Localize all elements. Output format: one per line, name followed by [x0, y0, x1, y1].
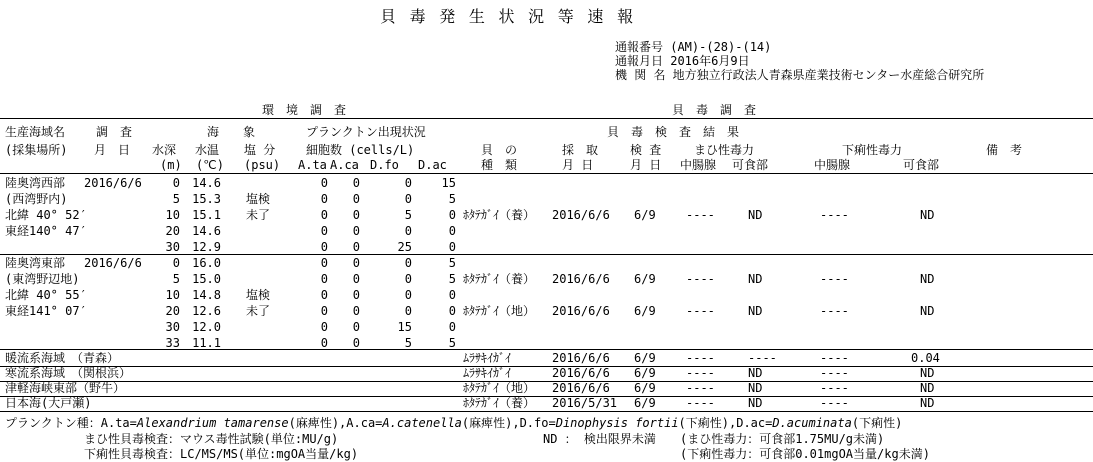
east-aca-cell: 0	[352, 256, 360, 270]
other-shell: ﾎﾀﾃｶﾞｲ（地）	[463, 381, 536, 395]
east-salinity-1: 塩検	[246, 288, 271, 302]
header-inspect: 検 査	[630, 143, 662, 157]
east-area: 陸奥湾東部	[5, 256, 66, 270]
other-dsp-gland: ----	[820, 381, 849, 395]
note-dfo-type: (下痢性),D.ac=	[678, 416, 773, 430]
east-temp-cell: 12.0	[192, 320, 221, 334]
east-dac-cell: 0	[448, 320, 456, 334]
other-shell: ﾑﾗｻｷｲｶﾞｲ	[463, 366, 512, 380]
east-ata-cell: 0	[320, 256, 328, 270]
header-shell: 貝 の	[481, 143, 518, 157]
header-sp-dfo: D.fo	[370, 158, 399, 172]
header-dsp-gland: 中腸腺	[814, 158, 851, 172]
east-dac-cell: 0	[448, 288, 456, 302]
west-dfo-cell: 0	[404, 176, 412, 190]
west-shell: ﾎﾀﾃｶﾞｲ（養）	[463, 208, 536, 222]
west-depth-cell: 5	[172, 192, 180, 206]
other-area: 暖流系海域 （青森）	[5, 351, 120, 365]
header-area: 生産海域名	[5, 125, 66, 139]
header-env: 環 境 調 査	[262, 103, 347, 117]
other-inspect: 6/9	[634, 366, 656, 380]
east-psp-edible-1: ND	[748, 272, 763, 286]
west-area: 陸奥湾西部	[5, 176, 66, 190]
east-temp-cell: 15.0	[192, 272, 221, 286]
west-depth-cell: 0	[172, 176, 180, 190]
west-depth-cell: 20	[165, 224, 180, 238]
header-plankton: プランクトン出現状況	[306, 125, 426, 139]
rule-top	[0, 118, 1093, 119]
west-ata-cell: 0	[320, 176, 328, 190]
west-site: (西湾野内)	[5, 192, 68, 206]
other-area: 日本海(大戸瀬)	[5, 396, 92, 410]
header-temp-unit: (℃)	[196, 158, 224, 172]
other-psp-gland: ----	[686, 381, 715, 395]
header-results: 貝 毒 検 査 結 果	[607, 125, 740, 139]
east-depth-cell: 33	[165, 336, 180, 350]
header-collect: 採 取	[562, 143, 599, 157]
east-aca-cell: 0	[352, 288, 360, 302]
other-psp-edible: ND	[748, 366, 763, 380]
west-dsp-gland: ----	[820, 208, 849, 222]
other-area: 寒流系海域 （関根浜）	[5, 366, 132, 380]
west-aca-cell: 0	[352, 240, 360, 254]
east-aca-cell: 0	[352, 320, 360, 334]
east-dfo-cell: 0	[404, 256, 412, 270]
west-salinity-2: 未了	[246, 208, 271, 222]
east-shell-1: ﾎﾀﾃｶﾞｲ（養）	[463, 272, 536, 286]
other-psp-gland: ----	[686, 351, 715, 365]
header-inspect-2: 月 日	[630, 158, 662, 172]
east-depth-cell: 20	[165, 304, 180, 318]
other-inspect: 6/9	[634, 351, 656, 365]
east-depth-cell: 10	[165, 288, 180, 302]
east-lat: 北緯 40° 55′	[5, 288, 87, 302]
west-lat: 北緯 40° 52′	[5, 208, 87, 222]
east-dfo-cell: 0	[404, 272, 412, 286]
other-dsp-gland: ----	[820, 366, 849, 380]
other-dsp-edible: ND	[920, 366, 935, 380]
east-salinity-2: 未了	[246, 304, 271, 318]
header-depth-unit: (m)	[160, 158, 182, 172]
west-aca-cell: 0	[352, 192, 360, 206]
east-aca-cell: 0	[352, 272, 360, 286]
other-collect: 2016/6/6	[552, 366, 610, 380]
note-dac-type: (下痢性)	[851, 416, 903, 430]
east-dsp-edible-1: ND	[920, 272, 935, 286]
east-aca-cell: 0	[352, 304, 360, 318]
east-inspect-1: 6/9	[634, 272, 656, 286]
west-dac-cell: 0	[448, 208, 456, 222]
note-ata-name: Alexandrium tamarense	[136, 416, 289, 430]
header-survey-md: 月 日	[94, 143, 131, 157]
west-psp-edible: ND	[748, 208, 763, 222]
rule-east-bottom	[0, 349, 1093, 350]
east-aca-cell: 0	[352, 336, 360, 350]
note-plankton	[5, 416, 902, 430]
rule-other-row	[0, 411, 1093, 412]
east-temp-cell: 12.6	[192, 304, 221, 318]
west-dfo-cell: 0	[404, 192, 412, 206]
west-lon: 東経140° 47′	[5, 224, 87, 238]
east-inspect-2: 6/9	[634, 304, 656, 318]
page-title: 貝 毒 発 生 状 況 等 速 報	[380, 7, 636, 26]
note-ata-type: (麻痺性),A.ca=	[288, 416, 383, 430]
west-dac-cell: 5	[448, 192, 456, 206]
header-site: (採集場所)	[5, 143, 68, 157]
west-psp-gland: ----	[686, 208, 715, 222]
west-survey-date: 2016/6/6	[84, 176, 142, 190]
east-dsp-gland-2: ----	[820, 304, 849, 318]
east-temp-cell: 16.0	[192, 256, 221, 270]
note-dfo-name: Dinophysis fortii	[555, 416, 679, 430]
west-temp-cell: 14.6	[192, 224, 221, 238]
east-ata-cell: 0	[320, 272, 328, 286]
west-dfo-cell: 5	[404, 208, 412, 222]
other-collect: 2016/6/6	[552, 381, 610, 395]
note-nd: ND ： 検出限界未満	[543, 432, 656, 446]
west-dac-cell: 0	[448, 224, 456, 238]
note-aca-type: (麻痺性),D.fo=	[461, 416, 556, 430]
west-collect: 2016/6/6	[552, 208, 610, 222]
east-dfo-cell: 0	[404, 304, 412, 318]
header-sp-ata: A.ta	[298, 158, 327, 172]
header-depth: 水深	[152, 143, 177, 157]
header-salinity-unit: (psu)	[244, 158, 281, 172]
west-temp-cell: 15.3	[192, 192, 221, 206]
east-depth-cell: 30	[165, 320, 180, 334]
west-salinity-1: 塩検	[246, 192, 271, 206]
other-inspect: 6/9	[634, 381, 656, 395]
other-shell: ﾎﾀﾃｶﾞｲ（養）	[463, 396, 536, 410]
other-psp-edible: ND	[748, 381, 763, 395]
report-agency: 機 関 名 地方独立行政法人青森県産業技術センター水産総合研究所	[615, 68, 985, 82]
east-ata-cell: 0	[320, 304, 328, 318]
header-collect-2: 月 日	[562, 158, 594, 172]
east-dfo-cell: 0	[404, 288, 412, 302]
other-dsp-edible: 0.04	[911, 351, 940, 365]
report-date: 通報月日 2016年6月9日	[615, 54, 750, 68]
east-temp-cell: 14.8	[192, 288, 221, 302]
west-ata-cell: 0	[320, 240, 328, 254]
other-inspect: 6/9	[634, 396, 656, 410]
header-shell-2: 種 類	[481, 158, 518, 172]
header-psp: まひ性毒力	[694, 143, 755, 157]
west-depth-cell: 30	[165, 240, 180, 254]
west-depth-cell: 10	[165, 208, 180, 222]
east-lon: 東経141° 07′	[5, 304, 87, 318]
note-dac-name: D.acuminata	[772, 416, 852, 430]
other-dsp-gland: ----	[820, 396, 849, 410]
header-cells: 細胞数 (cells/L)	[306, 143, 415, 157]
west-dac-cell: 0	[448, 240, 456, 254]
east-psp-gland-2: ----	[686, 304, 715, 318]
east-psp-gland-1: ----	[686, 272, 715, 286]
header-remarks: 備 考	[986, 143, 1023, 157]
report-number: 通報番号 (AM)-(28)-(14)	[615, 40, 772, 54]
east-dsp-gland-1: ----	[820, 272, 849, 286]
west-ata-cell: 0	[320, 224, 328, 238]
header-sp-dac: D.ac	[418, 158, 447, 172]
other-dsp-edible: ND	[920, 381, 935, 395]
note-plankton-prefix: プランクトン種：A.ta=	[5, 416, 137, 430]
east-ata-cell: 0	[320, 336, 328, 350]
east-depth-cell: 0	[172, 256, 180, 270]
other-psp-gland: ----	[686, 396, 715, 410]
west-aca-cell: 0	[352, 224, 360, 238]
east-dsp-edible-2: ND	[920, 304, 935, 318]
other-psp-edible: ND	[748, 396, 763, 410]
other-shell: ﾑﾗｻｷｲｶﾞｲ	[463, 351, 512, 365]
header-dsp-edible: 可食部	[903, 158, 940, 172]
east-shell-2: ﾎﾀﾃｶﾞｲ（地）	[463, 304, 536, 318]
east-dac-cell: 5	[448, 336, 456, 350]
other-area: 津軽海峡東部（野牛）	[5, 381, 126, 395]
note-psp-method: まひ性貝毒検査：マウス毒性試験(単位:MU/g)	[84, 432, 339, 446]
header-psp-edible: 可食部	[732, 158, 769, 172]
other-collect: 2016/6/6	[552, 351, 610, 365]
note-psp-limit: (まひ性毒力：可食部1.75MU/g未満)	[680, 432, 885, 446]
other-psp-gland: ----	[686, 366, 715, 380]
east-collect-1: 2016/6/6	[552, 272, 610, 286]
east-ata-cell: 0	[320, 288, 328, 302]
east-dac-cell: 5	[448, 256, 456, 270]
west-dfo-cell: 0	[404, 224, 412, 238]
other-psp-edible: ----	[748, 351, 777, 365]
east-temp-cell: 11.1	[192, 336, 221, 350]
east-psp-edible-2: ND	[748, 304, 763, 318]
header-dsp: 下痢性毒力	[842, 143, 903, 157]
west-temp-cell: 12.9	[192, 240, 221, 254]
east-collect-2: 2016/6/6	[552, 304, 610, 318]
note-dsp-method: 下痢性貝毒検査：LC/MS/MS(単位:mgOA当量/kg)	[84, 447, 359, 461]
header-salinity: 塩 分	[244, 143, 276, 157]
west-aca-cell: 0	[352, 176, 360, 190]
west-dfo-cell: 25	[397, 240, 412, 254]
west-dsp-edible: ND	[920, 208, 935, 222]
east-ata-cell: 0	[320, 320, 328, 334]
other-collect: 2016/5/31	[552, 396, 618, 410]
header-temp: 水温	[195, 143, 220, 157]
east-dfo-cell: 5	[404, 336, 412, 350]
note-dsp-limit: (下痢性毒力：可食部0.01mgOA当量/kg未満)	[680, 447, 930, 461]
east-survey-date: 2016/6/6	[84, 256, 142, 270]
header-sp-aca: A.ca	[330, 158, 359, 172]
header-psp-gland: 中腸腺	[680, 158, 717, 172]
east-dfo-cell: 15	[397, 320, 412, 334]
east-site: (東湾野辺地)	[5, 272, 80, 286]
west-ata-cell: 0	[320, 192, 328, 206]
west-temp-cell: 15.1	[192, 208, 221, 222]
header-survey: 調 査	[96, 125, 133, 139]
west-dac-cell: 15	[441, 176, 456, 190]
east-dac-cell: 5	[448, 272, 456, 286]
header-toxin: 貝 毒 調 査	[672, 103, 757, 117]
rule-west-bottom	[0, 254, 1093, 255]
west-ata-cell: 0	[320, 208, 328, 222]
other-dsp-gland: ----	[820, 351, 849, 365]
west-temp-cell: 14.6	[192, 176, 221, 190]
other-dsp-edible: ND	[920, 396, 935, 410]
west-inspect: 6/9	[634, 208, 656, 222]
header-sea: 海 象	[207, 125, 256, 139]
east-depth-cell: 5	[172, 272, 180, 286]
east-dac-cell: 0	[448, 304, 456, 318]
note-aca-name: A.catenella	[382, 416, 462, 430]
rule-header-bottom	[0, 173, 1093, 174]
west-aca-cell: 0	[352, 208, 360, 222]
